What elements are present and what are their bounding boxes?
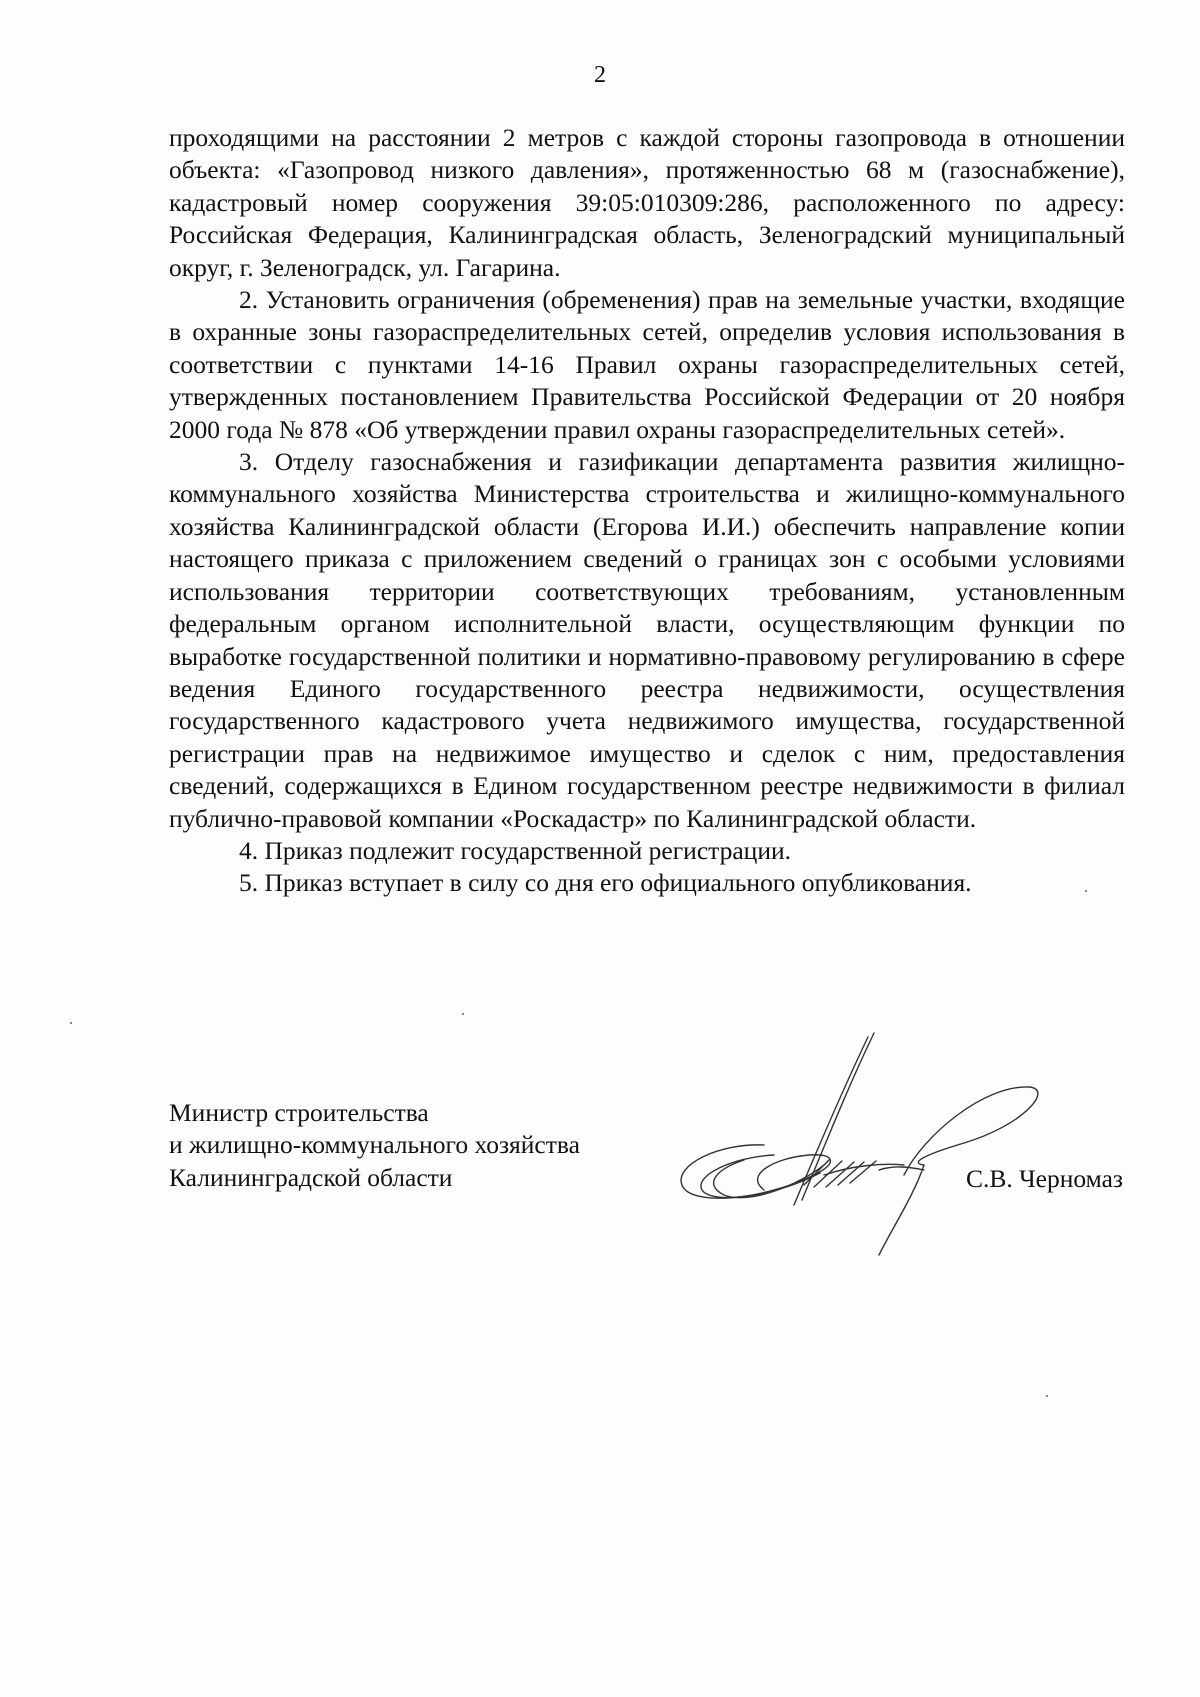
signer-position-line-3: Калининградской области — [169, 1162, 453, 1192]
handwritten-signature-icon — [624, 1025, 1044, 1265]
document-body — [169, 122, 1125, 900]
paragraph-2: 2. Установить ограничения (обременения) прав на земельные участки, входящие в охранные зоны газораспределительных сетей, определив условия использования в соответствии с пунктами 14-16 Правил охраны газораспределительных сетей, утвержденных постановлением Правительства Российской Федерации от 20 ноября 2000 года № 878 «Об утверждении правил охраны газораспределительных сетей». — [169, 285, 1125, 444]
scan-speck — [1085, 890, 1087, 892]
signature-block — [169, 1097, 1129, 1277]
page-number: 2 — [594, 62, 606, 88]
scan-speck — [462, 1013, 464, 1015]
paragraph-3: 3. Отделу газоснабжения и газификации департамента развития жилищно-коммунального хозяйства Министерства строительства и жилищно-коммунального хозяйства Калининградской области (Егорова И.И.) обеспечить направление копии настоящего приказа с приложением сведений о границах зон с особыми условиями использования территории соответствующих требованиям, установленным федеральным органом исполнительной власти, осуществляющим функции по выработке государственной политики и нормативно-правовому регулированию в сфере ведения Единого государственного реестра недвижимости, осуществления государственного кадастрового учета недвижимого имущества, государственной регистрации прав на недвижимое имущество и сделок с ним, предоставления сведений, содержащихся в Едином государственном реестре недвижимости в филиал публично-правовой компании «Роскадастр» по Калининградской области. — [169, 447, 1125, 833]
signer-position-line-2: и жилищно-коммунального хозяйства — [169, 1130, 580, 1160]
paragraph-1-continuation: проходящими на расстоянии 2 метров с каждой стороны газопровода в отношении объекта: «Газопровод низкого давления», протяженностью 68 м (газоснабжение), кадастровый номер сооружения 39:05:010309:286, расположенного по адресу: Российская Федерация, Калининградская область, Зеленоградский муниципальный округ, г. Зеленоградск, ул. Гагарина. — [169, 123, 1125, 282]
signer-position-line-1: Министр строительства — [169, 1098, 429, 1127]
scan-speck — [70, 1022, 72, 1024]
scan-speck — [1046, 1395, 1048, 1397]
paragraph-4: 4. Приказ подлежит государственной регистрации. — [239, 835, 791, 865]
signer-position — [169, 1097, 580, 1194]
paragraph-5: 5. Приказ вступает в силу со дня его официального опубликования. — [239, 868, 972, 898]
signer-name: С.В. Черномаз — [965, 1164, 1123, 1193]
